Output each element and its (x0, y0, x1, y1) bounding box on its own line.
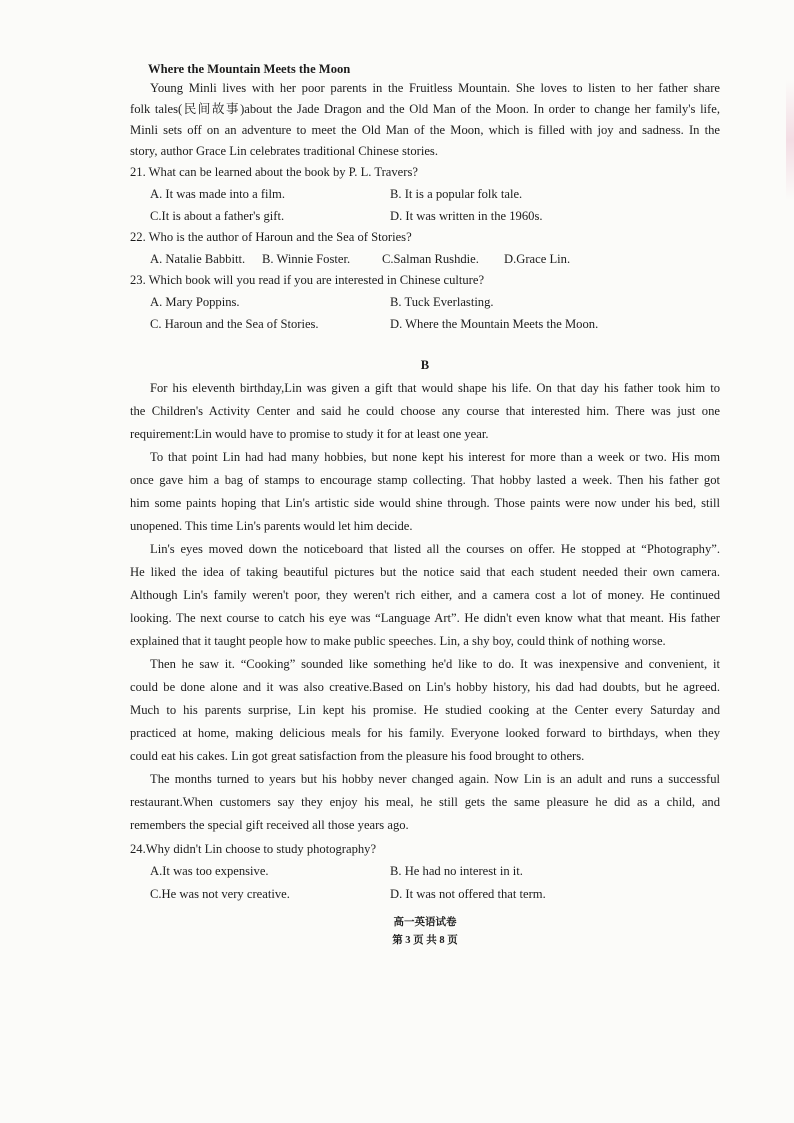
scan-smudge (786, 80, 794, 200)
text-line: could be done alone and it was also creative.Based on Lin's hobby history, his dad had doubts, but he agreed. (130, 680, 720, 694)
paragraph (130, 768, 720, 837)
option-b: B. Tuck Everlasting. (390, 295, 494, 309)
question-23: 23. Which book will you read if you are interested in Chinese culture? (130, 273, 485, 287)
option-b: B. He had no interest in it. (390, 864, 523, 878)
text-line: could eat his cakes. Lin got great satisfaction from the pleasure his food brought to others. (130, 749, 585, 763)
options-row (130, 860, 720, 883)
option-c: C.Salman Rushdie. (382, 252, 479, 266)
text-line: Lin's eyes moved down the noticeboard that listed all the courses on offer. He stopped at “Photography”. (150, 542, 720, 556)
text-line: Much to his parents surprise, Lin kept his promise. He studied cooking at the Center every Saturday and (130, 703, 720, 717)
option-a: A. Natalie Babbitt. (150, 252, 246, 266)
options-row (130, 205, 720, 227)
text-line: him some paints hoping that Lin's artistic side would shine through. Those paints were now under his bed, still (130, 496, 720, 510)
option-b: B. It is a popular folk tale. (390, 187, 523, 201)
exam-name: 高一英语试卷 (393, 917, 457, 928)
text-line: practiced at home, making delicious meals for his family. Everyone looked forward to birthdays, when they (130, 726, 720, 740)
exam-page (130, 60, 720, 950)
option-a: A.It was too expensive. (150, 864, 269, 878)
text-line: Although Lin's family weren't poor, they weren't rich either, and a camera cost a lot of money. He continued (130, 588, 720, 602)
text-line: The months turned to years but his hobby never changed again. Now Lin is an adult and runs a successful (150, 772, 720, 786)
passage-a-paragraph (130, 78, 720, 162)
text-line: once gave him a bag of stamps to encourage stamp collecting. That hobby lasted a week. Then his father got (130, 473, 720, 487)
options-row (130, 183, 720, 205)
text-line: requirement:Lin would have to promise to study it for at least one year. (130, 427, 489, 441)
text-line: the Children's Activity Center and said he could choose any course that interested him. There was just one (130, 404, 720, 418)
text-line: To that point Lin had had many hobbies, but none kept his interest for more than a week or two. His mom (150, 450, 720, 464)
text-line: For his eleventh birthday,Lin was given a gift that would shape his life. On that day his father took him to (150, 381, 720, 395)
section-b-passage (130, 377, 720, 837)
section-a (130, 60, 720, 335)
options-row (130, 883, 720, 906)
section-b-heading: B (420, 358, 430, 372)
option-c: C. Haroun and the Sea of Stories. (150, 317, 319, 331)
page-number: 第 3 页 共 8 页 (392, 935, 458, 946)
option-d: D.Grace Lin. (504, 252, 571, 266)
text-line: Minli sets off on an adventure to meet the Old Man of the Moon, which is filled with joy and sadness. In the (130, 123, 720, 137)
passage-title: Where the Mountain Meets the Moon (148, 62, 351, 76)
option-a: A. Mary Poppins. (150, 295, 240, 309)
text-line: folk tales(民间故事)about the Jade Dragon and the Old Man of the Moon. In order to change her family's life, (130, 102, 720, 116)
text-line: explained that it taught people how to make public speeches. Lin, a shy boy, could think of nothing worse. (130, 634, 666, 648)
text-line: Then he saw it. “Cooking” sounded like something he'd like to do. It was inexpensive and convenient, it (150, 657, 720, 671)
option-b: B. Winnie Foster. (262, 252, 351, 266)
option-d: D. Where the Mountain Meets the Moon. (390, 317, 599, 331)
text-line: remembers the special gift received all those years ago. (130, 818, 409, 832)
text-line: story, author Grace Lin celebrates traditional Chinese stories. (130, 144, 438, 158)
paragraph (130, 377, 720, 446)
paragraph (130, 538, 720, 653)
page-footer (130, 914, 720, 950)
paragraph (130, 446, 720, 538)
option-a: A. It was made into a film. (150, 187, 286, 201)
options-row (130, 291, 720, 313)
text-line: He liked the idea of taking beautiful pictures but the notice said that each student needed their own camera. (130, 565, 720, 579)
option-d: D. It was written in the 1960s. (390, 209, 543, 223)
text-line: restaurant.When customers say they enjoy his meal, he still gets the same pleasure he did as a child, and (130, 795, 720, 809)
option-c: C.He was not very creative. (150, 887, 290, 901)
option-d: D. It was not offered that term. (390, 887, 546, 901)
question-24: 24.Why didn't Lin choose to study photography? (130, 842, 377, 856)
option-c: C.It is about a father's gift. (150, 209, 285, 223)
text-line: looking. The next course to catch his eye was “Language Art”. He didn't even know what that meant. His father (130, 611, 720, 625)
options-row (130, 248, 720, 270)
text-line: unopened. This time Lin's parents would let him decide. (130, 519, 413, 533)
question-22: 22. Who is the author of Haroun and the Sea of Stories? (130, 230, 412, 244)
question-21: 21. What can be learned about the book by P. L. Travers? (130, 165, 418, 179)
text-line: Young Minli lives with her poor parents in the Fruitless Mountain. She loves to listen to her father share (150, 81, 720, 95)
options-row (130, 313, 720, 335)
paragraph (130, 653, 720, 768)
